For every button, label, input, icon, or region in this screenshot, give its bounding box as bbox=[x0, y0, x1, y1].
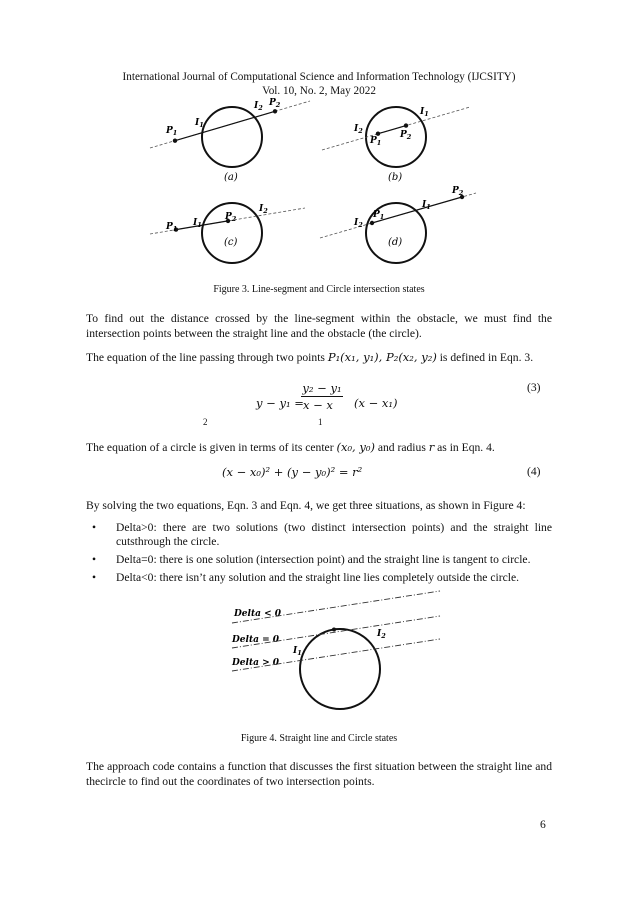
label-i1-a: $I_1$ bbox=[195, 118, 204, 129]
point-p2-a bbox=[273, 109, 277, 113]
label-i1-fig4: $I_1$ bbox=[293, 646, 302, 657]
label-i2-d: $I_2$ bbox=[354, 218, 363, 229]
bullet-item-delta-positive bbox=[86, 521, 552, 549]
eq3-rhs: (x − x₁) bbox=[354, 396, 398, 410]
eq3-stray-sub-1: 1 bbox=[318, 417, 323, 427]
journal-header: International Journal of Computational Science and Information Technology (IJCSITY) bbox=[122, 71, 516, 83]
p2-end: is defined in Eqn. 3. bbox=[436, 351, 534, 364]
bullet-symbol: • bbox=[92, 571, 97, 584]
label-i1-b: $I_1$ bbox=[420, 107, 429, 118]
label-i1-c: $I_1$ bbox=[193, 218, 202, 229]
eq3-lhs: y − y₁ = bbox=[256, 396, 304, 410]
label-p2-a: $P_2$ bbox=[269, 98, 281, 109]
paragraph-situations: By solving the two equations, Eqn. 3 and Eqn. 4, we get three situations, as shown in Figure 4: bbox=[86, 499, 526, 512]
label-delta-zero: Delta = 0 bbox=[232, 635, 280, 645]
bullet-item-delta-zero bbox=[86, 553, 552, 567]
p2-start: The equation of the line passing through two points bbox=[86, 351, 328, 364]
label-i2-a: $I_2$ bbox=[254, 101, 263, 112]
label-p2-b: $P_2$ bbox=[400, 130, 412, 141]
eq3-numerator: y₂ − y₁ bbox=[302, 381, 342, 395]
label-delta-negative: Delta < 0 bbox=[234, 609, 282, 619]
bullet-text: Delta>0: there are two solutions (two distinct intersection points) and the straight line cutsthrough the circle. bbox=[116, 521, 552, 548]
eq4-number: (4) bbox=[527, 465, 541, 478]
circle-a bbox=[202, 107, 262, 167]
eq3-fraction-bar bbox=[301, 396, 343, 397]
paragraph-intro: To find out the distance crossed by the line-segment within the obstacle, we must find the intersection points between the straight line and the obstacle (the circle). bbox=[86, 312, 552, 340]
panel-label-d: (d) bbox=[388, 237, 403, 248]
label-p1-d: $P_1$ bbox=[373, 210, 385, 221]
eq3-number: (3) bbox=[527, 381, 541, 394]
p3-center-math: (x₀, y₀) bbox=[336, 440, 375, 454]
label-i2-fig4: $I_2$ bbox=[377, 629, 386, 640]
paragraph-approach: The approach code contains a function that discusses the first situation between the straight line and thecircle to find out the coordinates of two intersection points. bbox=[86, 760, 552, 788]
figure-3 bbox=[0, 95, 638, 275]
eq4-expression: (x − x₀)² + (y − y₀)² = r² bbox=[222, 465, 363, 479]
eq3-stray-sub-2: 2 bbox=[203, 417, 208, 427]
figure3-panel-b bbox=[322, 107, 470, 183]
figure-4 bbox=[0, 585, 638, 725]
bullet-text: Delta=0: there is one solution (intersection point) and the straight line is tangent to circle. bbox=[116, 553, 531, 566]
p3-end: as in Eqn. 4. bbox=[434, 441, 495, 454]
circle-c bbox=[202, 203, 262, 263]
page-number: 6 bbox=[540, 818, 546, 831]
eq3-denominator: x − x bbox=[303, 398, 333, 412]
label-i2-b: $I_2$ bbox=[354, 124, 363, 135]
bullet-symbol: • bbox=[92, 521, 97, 534]
label-p1-a: $P_1$ bbox=[166, 126, 178, 137]
figure4-circle bbox=[300, 629, 380, 709]
paragraph-line-equation bbox=[86, 350, 552, 365]
label-p2-c: $P_2$ bbox=[225, 212, 237, 223]
figure3-panel-c bbox=[150, 203, 305, 263]
label-p1-b: $P_1$ bbox=[370, 136, 382, 147]
point-p1-a bbox=[173, 139, 177, 143]
label-p2-d: $P_2$ bbox=[452, 186, 464, 197]
p2-points-math: P₁(x₁, y₁), P₂(x₂, y₂) bbox=[327, 350, 437, 364]
p3-radius-math: r bbox=[428, 440, 435, 454]
panel-label-a: (a) bbox=[224, 172, 238, 183]
bullet-symbol: • bbox=[92, 553, 97, 566]
figure4-caption: Figure 4. Straight line and Circle states bbox=[240, 733, 398, 744]
figure3-panel-a bbox=[150, 98, 310, 183]
tangent-point bbox=[332, 628, 336, 632]
paragraph-circle-equation bbox=[86, 440, 552, 455]
point-p2-b bbox=[404, 123, 408, 127]
figure3-panel-d bbox=[320, 186, 476, 263]
volume-header: Vol. 10, No. 2, May 2022 bbox=[262, 85, 376, 97]
label-p1-c: $P_1$ bbox=[166, 222, 178, 233]
bullet-item-delta-negative bbox=[86, 571, 552, 585]
panel-label-c: (c) bbox=[224, 237, 238, 248]
figure3-caption: Figure 3. Line-segment and Circle intersection states bbox=[213, 284, 425, 295]
p3-mid: and radius bbox=[374, 441, 429, 454]
label-i2-c: $I_2$ bbox=[259, 204, 268, 215]
label-delta-positive: Delta > 0 bbox=[232, 658, 280, 668]
bullet-text: Delta<0: there isn’t any solution and the straight line lies completely outside the circle. bbox=[116, 571, 519, 584]
label-i1-d: $I_1$ bbox=[422, 200, 431, 211]
panel-label-b: (b) bbox=[388, 172, 403, 183]
point-p1-d bbox=[370, 221, 374, 225]
delta-bullet-list bbox=[86, 521, 552, 589]
p3-start: The equation of a circle is given in terms of its center bbox=[86, 441, 337, 454]
segment-d bbox=[372, 197, 462, 223]
